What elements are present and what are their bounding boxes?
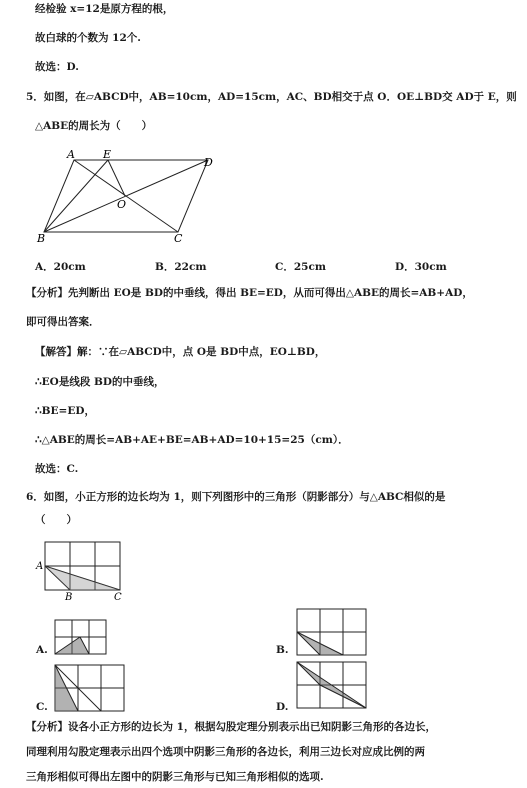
q5-option-c: C．25cm (275, 261, 326, 273)
q6-analysis: 【分析】设各小正方形的边长为 1，根据勾股定理分别表示出已知阴影三角形的各边长， (26, 721, 436, 733)
q6-analysis-cont: 同理利用勾股定理表示出四个选项中阴影三角形的各边长，利用三边长对应成比例的两 (26, 746, 425, 758)
q5-answer: 故选：C. (35, 463, 79, 475)
q6-option-d: D. (276, 701, 289, 713)
q6-option-a: A. (36, 644, 48, 656)
text-line: 经检验 x=12是原方程的根， (35, 3, 174, 15)
q5-solution-step: ∴EO是线段 BD的中垂线， (35, 376, 165, 388)
label-E: E (103, 148, 112, 161)
q5-parallelogram-figure (36, 148, 226, 244)
q5-solution: 【解答】解：∵在▱ABCD中，点 O是 BD中点，EO⊥BD， (35, 346, 326, 358)
label-B: B (37, 232, 46, 244)
label-C: C (114, 592, 122, 600)
label-B: B (65, 592, 73, 600)
question-5-stem-cont: △ABE的周长为（ ） (35, 120, 153, 132)
question-6-stem: 6．如图，小正方形的边长均为 1，则下列图形中的三角形（阴影部分）与△ABC相似的是 (26, 491, 446, 503)
q6-option-b-figure (296, 608, 368, 656)
q6-option-b: B. (276, 644, 289, 656)
q6-option-c-figure (54, 664, 126, 712)
text-line: 故选：D. (35, 61, 79, 73)
q5-analysis-cont: 即可得出答案． (26, 316, 100, 328)
q6-option-a-figure (54, 619, 110, 657)
q5-option-a: A．20cm (35, 261, 86, 273)
question-6-stem-cont: （ ） (35, 514, 77, 526)
label-A: A (67, 148, 75, 161)
q5-analysis: 【分析】先判断出 EO是 BD的中垂线，得出 BE=ED，从而可得出△ABE的周长=AB+AD， (26, 287, 473, 299)
q5-option-b: B．22cm (155, 261, 207, 273)
q5-solution-step: ∴BE=ED， (35, 405, 95, 417)
label-D: D (204, 156, 213, 169)
label-C: C (174, 232, 183, 244)
q5-option-d: D．30cm (395, 261, 447, 273)
label-A: A (36, 561, 44, 572)
q6-reference-grid-figure (34, 538, 130, 600)
question-5-stem: 5．如图，在▱ABCD中，AB=10cm，AD=15cm，AC、BD相交于点 O．OE⊥BD交 AD于 E，则 (26, 91, 517, 103)
q5-solution-step: ∴△ABE的周长=AB+AE+BE=AB+AD=10+15=25（cm）． (35, 434, 349, 446)
label-O: O (117, 198, 127, 211)
q6-analysis-cont: 三角形相似可得出左图中的阴影三角形与已知三角形相似的选项. (26, 771, 324, 783)
q6-option-d-figure (296, 661, 368, 711)
text-line: 故白球的个数为 12个. (35, 32, 141, 44)
q6-option-c: C. (36, 701, 48, 713)
